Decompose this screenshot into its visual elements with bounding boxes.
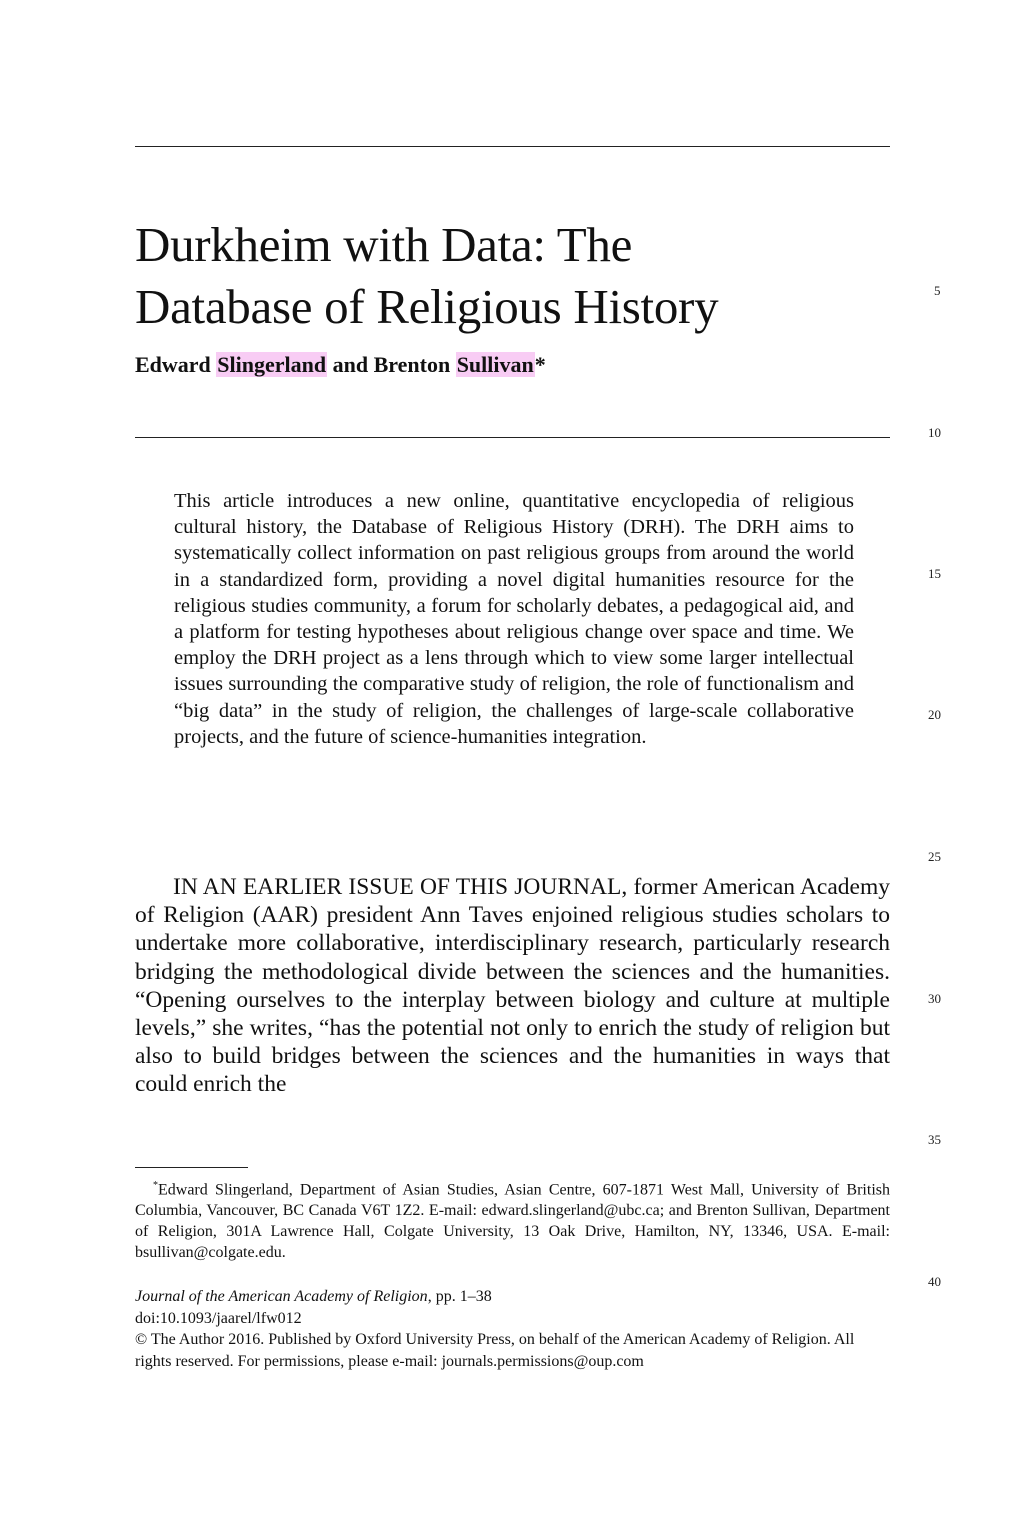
line-number: 25 <box>928 849 941 864</box>
line-number: 35 <box>928 1132 941 1147</box>
doi: doi:10.1093/jaarel/lfw012 <box>135 1309 302 1327</box>
footnote-text: Edward Slingerland, Department of Asian Studies, Asian Centre, 607-1871 West Mall, University of British Columbia, Vancouver, BC Canada V6T 1Z2. E-mail: edward.slingerland@ubc.ca; and Brenton Sullivan, Department of Religion, 301A Lawrence Hall, Colgate University, 13 Oak Drive, Hamilton, NY, 13346, USA. E-mail: bsullivan@colgate.edu. <box>135 1181 890 1262</box>
footnote-rule <box>135 1167 248 1168</box>
author-conjunction: and Brenton <box>332 352 451 377</box>
copyright-notice: © The Author 2016. Published by Oxford University Press, on behalf of the American Academy of Religion. All rights reserved. For permissions, please e-mail: journals.permissions@oup.com <box>135 1331 855 1370</box>
author2-last-highlight: Sullivan <box>456 352 534 377</box>
line-number: 30 <box>928 991 941 1006</box>
journal-name: Journal of the American Academy of Religion <box>135 1288 428 1305</box>
publication-info <box>135 1286 890 1372</box>
journal-pages: , pp. 1–38 <box>427 1288 492 1305</box>
author1-last-highlight: Slingerland <box>217 352 327 377</box>
title-bottom-rule <box>135 437 890 438</box>
line-number: 20 <box>928 707 941 722</box>
body-paragraph: IN AN EARLIER ISSUE OF THIS JOURNAL, former American Academy of Religion (AAR) president Ann Taves enjoined religious studies scholars to undertake more collaborative, interdisciplinary research, particularly research bridging the methodological divide between the sciences and the humanities. “Opening ourselves to the interplay between biology and culture at multiple levels,” she writes, “has the potential not only to enrich the study of religion but also to build bridges between the sciences and the humanities in ways that could enrich the <box>135 874 890 1098</box>
line-number: 5 <box>934 283 941 298</box>
abstract: This article introduces a new online, quantitative encyclopedia of religious cultural history, the Database of Religious History (DRH). The DRH aims to systematically collect information on past religious groups from around the world in a standardized form, providing a novel digital humanities resource for the religious studies community, a forum for scholarly debates, a pedagogical aid, and a platform for testing hypotheses about religious change over space and time. We employ the DRH project as a lens through which to view some larger intellectual issues surrounding the comparative study of religion, the role of functionalism and “big data” in the study of religion, the challenges of large-scale collaborative projects, and the future of science-humanities integration. <box>174 490 854 748</box>
top-rule <box>135 146 890 147</box>
author-line <box>135 350 546 380</box>
line-number: 40 <box>928 1274 941 1289</box>
journal-citation <box>135 1286 890 1308</box>
title-line-2: Database of Religious History <box>135 279 719 334</box>
line-number: 10 <box>928 425 941 440</box>
author1-first: Edward <box>135 352 211 377</box>
line-number: 15 <box>928 566 941 581</box>
author-footnote <box>135 1175 890 1263</box>
title-line-1: Durkheim with Data: The <box>135 217 633 272</box>
article-title <box>135 214 718 338</box>
footnote-mark: * <box>153 1180 158 1191</box>
author-footnote-mark: * <box>534 352 546 377</box>
